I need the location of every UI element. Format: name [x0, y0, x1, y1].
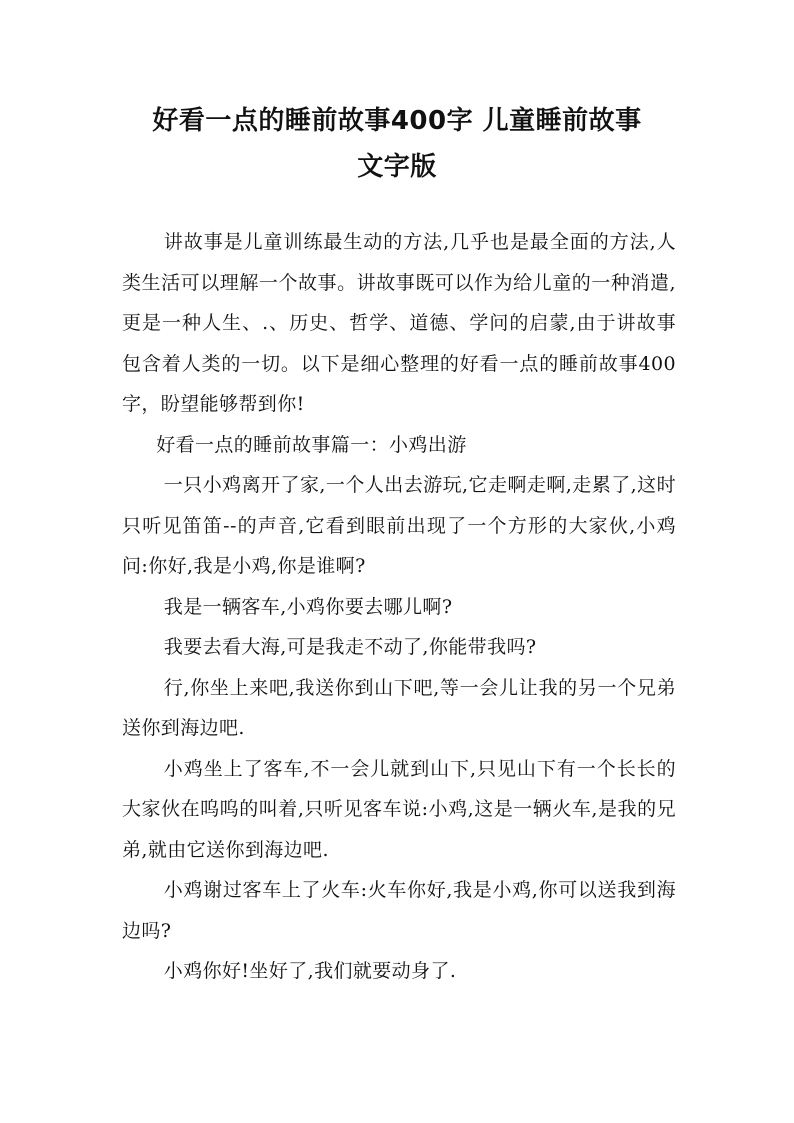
story-paragraph: 我要去看大海,可是我走不动了,你能带我吗?: [163, 636, 537, 658]
story-paragraph: 行,你坐上来吧,我送你到山下吧,等一会儿让我的另一个兄弟送你到海边吧.: [122, 676, 676, 739]
document-body: [122, 222, 676, 992]
story-paragraph: 小鸡坐上了客车,不一会儿就到山下,只见山下有一个长长的大家伙在呜呜的叫着,只听见客车说:小鸡,这是一辆火车,是我的兄弟,就由它送你到海边吧.: [122, 757, 676, 861]
story-paragraph: 小鸡谢过客车上了火车:火车你好,我是小鸡,你可以送我到海边吗?: [122, 879, 676, 942]
story-heading: 好看一点的睡前故事篇一：小鸡出游: [156, 433, 467, 456]
page-title: [80, 98, 714, 190]
title-line-2: 文字版: [357, 152, 437, 182]
intro-paragraph: 讲故事是儿童训练最生动的方法,几乎也是最全面的方法,人类生活可以理解一个故事。讲故事既可以作为给儿童的一种消遣,更是一种人生、.、历史、哲学、道德、学问的启蒙,由于讲故事包含着人类的一切。以下是细心整理的好看一点的睡前故事400字，盼望能够帮到你!: [122, 231, 676, 415]
story-paragraph: 我是一辆客车,小鸡你要去哪儿啊?: [163, 595, 453, 618]
story-paragraph: 小鸡你好!坐好了,我们就要动身了.: [163, 960, 457, 982]
story-paragraph: 一只小鸡离开了家,一个人出去游玩,它走啊走啊,走累了,这时只听见笛笛--的声音,它看到眼前出现了一个方形的大家伙,小鸡问:你好,我是小鸡,你是谁啊?: [122, 474, 676, 577]
title-line-1: 好看一点的睡前故事400字 儿童睡前故事: [152, 106, 642, 136]
